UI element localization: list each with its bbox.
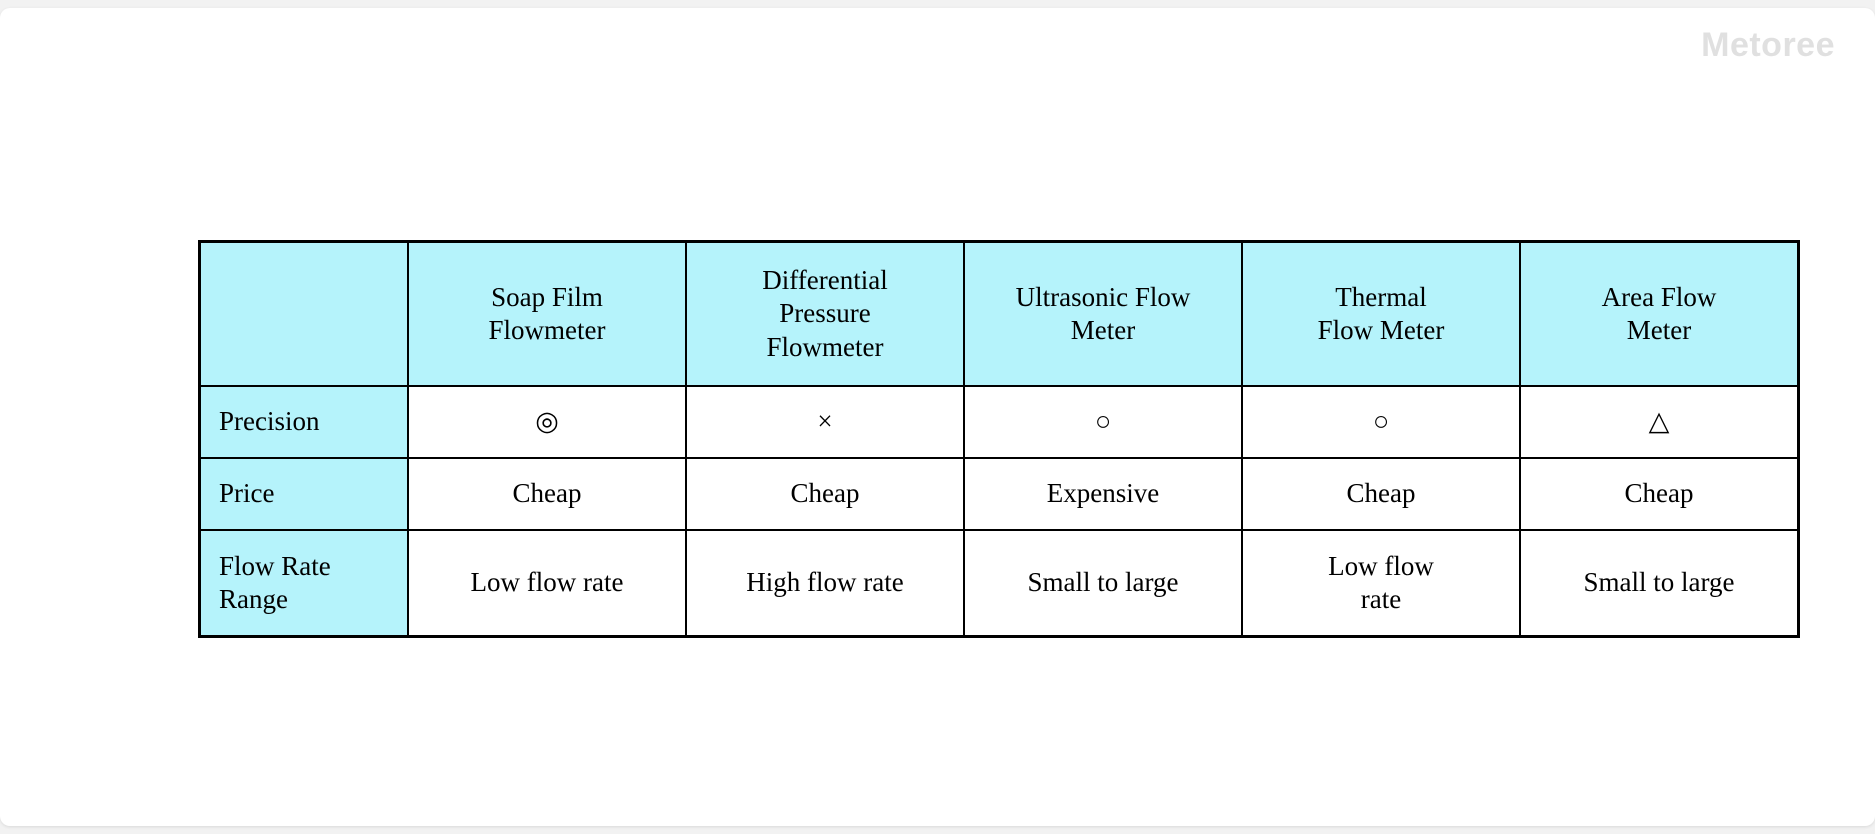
column-header-line-1: Differential — [762, 265, 888, 296]
row-header-flow-rate-range — [200, 530, 409, 637]
column-header-line-2: Flowmeter — [488, 315, 606, 345]
cell-range-differential-pressure: High flow rate — [686, 530, 964, 637]
row-header-line-1: Flow Rate — [219, 550, 331, 581]
cell-precision-soap-film: ◎ — [408, 386, 686, 458]
cell-price-ultrasonic: Expensive — [964, 458, 1242, 530]
table-row-price — [200, 458, 1799, 530]
column-header-line-1: Thermal — [1335, 281, 1427, 312]
table-header-row — [200, 242, 1799, 387]
cell-price-thermal: Cheap — [1242, 458, 1520, 530]
comparison-table-container — [198, 240, 1800, 638]
row-header-line-2: Range — [219, 584, 288, 614]
cell-range-area: Small to large — [1520, 530, 1799, 637]
column-header-thermal-flow-meter — [1242, 242, 1520, 387]
cell-precision-area: △ — [1520, 386, 1799, 458]
document-page — [0, 8, 1875, 826]
column-header-line-3: Flowmeter — [766, 331, 884, 362]
cell-line-1: Low flow — [1328, 550, 1434, 581]
cell-precision-thermal: ○ — [1242, 386, 1520, 458]
cell-range-thermal — [1242, 530, 1520, 637]
column-header-line-2: Meter — [1626, 315, 1692, 345]
column-header-line-1: Soap Film — [491, 281, 603, 312]
column-header-differential-pressure-flowmeter — [686, 242, 964, 387]
row-header-price: Price — [200, 458, 409, 530]
cell-line-2: rate — [1360, 584, 1402, 614]
metoree-watermark: Metoree — [1701, 26, 1835, 64]
column-header-ultrasonic-flow-meter — [964, 242, 1242, 387]
table-row-precision — [200, 386, 1799, 458]
column-header-line-2: Flow Meter — [1317, 315, 1445, 345]
cell-range-ultrasonic: Small to large — [964, 530, 1242, 637]
column-header-line-2: Pressure — [779, 298, 871, 329]
column-header-line-1: Ultrasonic Flow — [1015, 281, 1191, 312]
cell-price-soap-film: Cheap — [408, 458, 686, 530]
column-header-line-2: Meter — [1070, 315, 1136, 345]
column-header-area-flow-meter — [1520, 242, 1799, 387]
table-row-flow-rate-range — [200, 530, 1799, 637]
flowmeter-comparison-table — [198, 240, 1800, 638]
column-header-soap-film-flowmeter — [408, 242, 686, 387]
column-header-line-1: Area Flow — [1601, 281, 1717, 312]
row-header-precision: Precision — [200, 386, 409, 458]
cell-precision-ultrasonic: ○ — [964, 386, 1242, 458]
cell-range-soap-film: Low flow rate — [408, 530, 686, 637]
table-body — [200, 386, 1799, 637]
table-corner-cell — [200, 242, 409, 387]
cell-precision-differential-pressure: × — [686, 386, 964, 458]
table-header — [200, 242, 1799, 387]
cell-price-differential-pressure: Cheap — [686, 458, 964, 530]
cell-price-area: Cheap — [1520, 458, 1799, 530]
